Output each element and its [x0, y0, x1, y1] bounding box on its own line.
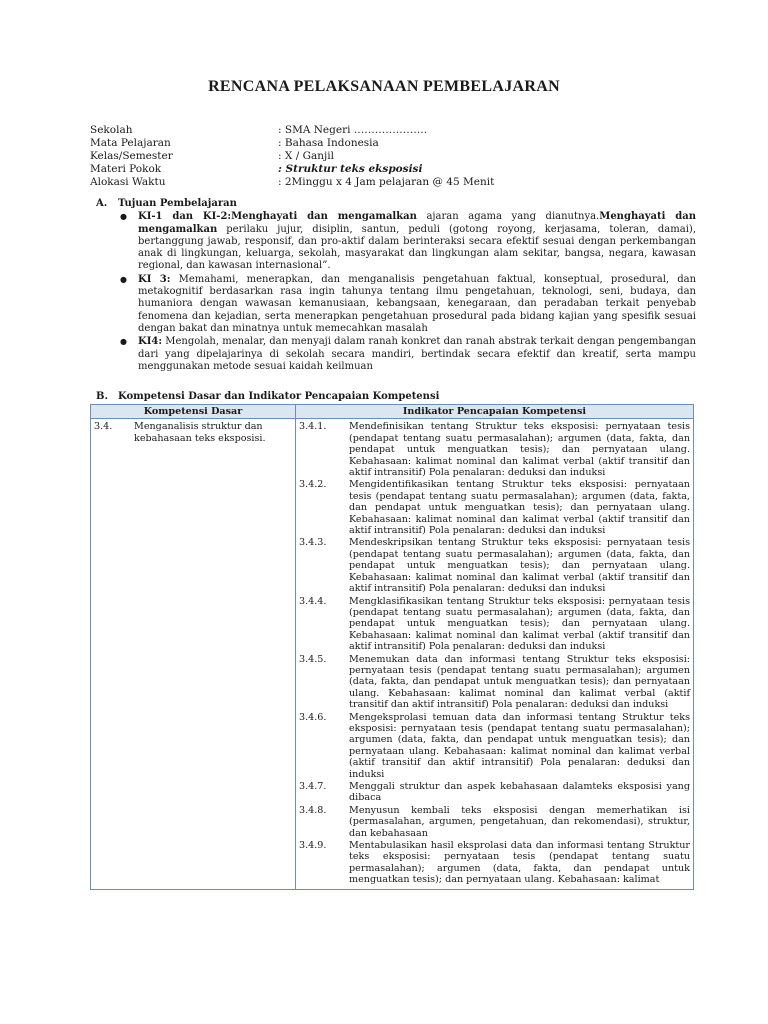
indicator-text: Menemukan data dan informasi tentang Struktur teks eksposisi: pernyataan tesis (pendapat tentang suatu permasalahan); argumen (data, fakta, dan pendapat untuk menguatkan tesis); dan pernyataan ulang. Kebahasaan: kalimat nominal dan kalimat verbal (aktif transitif dan aktif intransitif) Pola penalaran: deduksi dan induksi: [349, 653, 690, 711]
indicator-number: 3.4.6.: [299, 711, 327, 723]
kd-number: 3.4.: [94, 421, 113, 433]
header-indikator: Indikator Pencapaian Kompetensi: [296, 405, 694, 419]
indicator-number: 3.4.1.: [299, 421, 327, 433]
ki-emphasis: Menghayati dan mengamalkan: [138, 211, 696, 235]
section-kompetensi: [96, 391, 696, 402]
indicator-text: Mendefinisikan tentang Struktur teks eksposisi: pernyataan tesis (pendapat tentang suatu permasalahan); argumen (data, fakta, dan pendapat untuk menguatkan tesis); dan pernyataan ulang. Kebahasaan: kalimat nominal dan kalimat verbal (aktif transitif dan aktif intransitif) Pola penalaran: deduksi dan induksi: [349, 421, 690, 479]
info-label: Mata Pelajaran: [90, 137, 171, 149]
info-label: Materi Pokok: [90, 163, 162, 175]
indicator-number: 3.4.5.: [299, 653, 327, 665]
kd-cell: [91, 419, 296, 889]
ki-item: [96, 336, 696, 373]
indicator-text: Mengidentifikasikan tentang Struktur teks eksposisi: pernyataan tesis (pendapat tentang suatu permasalahan); argumen (data, fakta, dan pendapat untuk menguatkan tesis); dan pernyataan ulang. Kebahasaan: kalimat nominal dan kalimat verbal (aktif transitif dan aktif intransitif) Pola penalaran: deduksi dan induksi: [349, 479, 690, 537]
indicator-text: Mendeskripsikan tentang Struktur teks eksposisi: pernyataan tesis (pendapat tentang suatu permasalahan); argumen (data, fakta, dan pendapat untuk menguatkan tesis); dan pernyataan ulang. Kebahasaan: kalimat nominal dan kalimat verbal (aktif transitif dan aktif intransitif) Pola penalaran: deduksi dan induksi: [349, 537, 690, 595]
ki-item: [96, 274, 696, 335]
document-title: RENCANA PELAKSANAAN PEMBELAJARAN: [208, 78, 560, 95]
kompetensi-table: [90, 404, 694, 890]
indicator-item: [299, 654, 690, 711]
section-heading: [96, 198, 696, 210]
section-tujuan: [96, 198, 696, 373]
bullet-icon: ●: [120, 274, 127, 284]
indicator-number: 3.4.4.: [299, 595, 327, 607]
ki-text: Mengolah, menalar, dan menyaji dalam ranah konkret dan ranah abstrak terkait dengan pengembangan dari yang dipelajarinya di sekolah secara mandiri, bertindak secara efektif dan kreatif, serta mampu menggunakan metode sesuai kaidah keilmuan: [138, 336, 696, 372]
indicator-item: [299, 840, 690, 886]
indicator-item: [299, 805, 690, 839]
table-row: [91, 419, 694, 889]
info-label: Alokasi Waktu: [90, 176, 166, 188]
ki-label: KI-1 dan KI-2:Menghayati dan mengamalkan: [138, 211, 417, 223]
indicator-cell: [296, 419, 694, 889]
ki-text: perilaku jujur, disiplin, santun, peduli (gotong royong, kerjasama, toleran, damai), bertanggung jawab, responsif, dan pro-aktif dalam berinteraksi secara efektif sesuai dengan perkembangan anak di lingkungan, keluarga, sekolah, masyarakat dan lingkungan alam sekitar, bangsa, negara, kawasan regional, dan kawasan internasional”.: [138, 223, 696, 272]
indicator-item: [299, 421, 690, 478]
info-label: Kelas/Semester: [90, 150, 173, 162]
ki-text: Memahami, menerapkan, dan menganalisis pengetahuan faktual, konseptual, prosedural, dan metakognitif berdasarkan rasa ingin tahunya tentang ilmu pengetahuan, teknologi, seni, budaya, dan humaniora dengan wawasan kemanusiaan, kebangsaan, kenegaraan, dan peradaban terkait penyebab fenomena dan kejadian, serta menerapkan pengetahuan prosedural pada bidang kajian yang spesifik sesuai dengan bakat dan minatnya untuk memecahkan masalah: [138, 273, 697, 334]
ki-item: [96, 211, 696, 272]
ki-text: ajaran agama yang dianutnya.: [416, 211, 600, 223]
indicator-text: Mengklasifikasikan tentang Struktur teks eksposisi: pernyataan tesis (pendapat tentang suatu permasalahan); argumen (data, fakta, dan pendapat untuk menguatkan tesis); dan pernyataan ulang. Kebahasaan: kalimat nominal dan kalimat verbal (aktif transitif dan aktif intransitif) Pola penalaran: deduksi dan induksi: [349, 595, 690, 653]
indicator-item: [299, 537, 690, 594]
bullet-icon: ●: [120, 337, 127, 347]
indicator-number: 3.4.8.: [299, 804, 327, 816]
header-kompetensi-dasar: Kompetensi Dasar: [91, 405, 296, 419]
info-value: : X / Ganjil: [278, 150, 334, 162]
info-value: : Bahasa Indonesia: [278, 137, 379, 149]
info-row-mata-pelajaran: [90, 137, 690, 150]
indicator-item: [299, 596, 690, 653]
indicator-text: Menggali struktur dan aspek kebahasaan dalamteks eksposisi yang dibaca: [349, 781, 690, 804]
indicator-item: [299, 781, 690, 804]
indicator-text: Menyusun kembali teks eksposisi dengan memerhatikan isi (permasalahan, argumen, pengetahuan, dan rekomendasi), struktur, dan kebahasaan: [349, 804, 690, 839]
ki-list: [96, 211, 696, 373]
ki-label: KI4:: [138, 336, 163, 348]
info-value: : Struktur teks eksposisi: [278, 163, 423, 175]
info-label: Sekolah: [90, 124, 133, 136]
info-block: [90, 124, 690, 189]
section-letter: B.: [96, 391, 108, 402]
info-row-materi-pokok: [90, 163, 690, 176]
indicator-number: 3.4.3.: [299, 537, 327, 549]
table-header-row: [91, 405, 694, 419]
info-value: : 2Minggu x 4 Jam pelajaran @ 45 Menit: [278, 176, 495, 188]
kd-entry: [94, 421, 292, 444]
info-row-kelas-semester: [90, 150, 690, 163]
indicator-number: 3.4.9.: [299, 840, 327, 852]
info-row-sekolah: [90, 124, 690, 137]
section-title: Tujuan Pembelajaran: [118, 198, 237, 209]
kd-text: Menganalisis struktur dan kebahasaan teks eksposisi.: [134, 421, 266, 444]
indicator-number: 3.4.2.: [299, 479, 327, 491]
section-letter: A.: [96, 198, 108, 209]
info-row-alokasi-waktu: [90, 176, 690, 189]
indicator-number: 3.4.7.: [299, 781, 327, 792]
indicator-item: [299, 479, 690, 536]
section-title: Kompetensi Dasar dan Indikator Pencapaian Kompetensi: [118, 391, 440, 402]
bullet-icon: ●: [120, 212, 127, 222]
info-value: : SMA Negeri …………………: [278, 124, 428, 136]
indicator-text: Mentabulasikan hasil eksprolasi data dan informasi tentang Struktur teks eksposisi: pernyataan tesis (pendapat tentang suatu permasalahan); argumen (data, fakta, dan pendapat untuk menguatkan tesis); dan pernyataan ulang. Kebahasaan: kalimat: [349, 840, 690, 886]
ki-label: KI 3:: [138, 273, 171, 285]
indicator-item: [299, 712, 690, 780]
indicator-text: Mengeksprolasi temuan data dan informasi tentang Struktur teks eksposisi: pernyataan tesis (pendapat tentang suatu permasalahan); argumen (data, fakta, dan pendapat untuk menguatkan tesis); dan pernyataan ulang. Kebahasaan: kalimat nominal dan kalimat verbal (aktif transitif dan aktif intransitif) Pola penalaran: deduksi dan induksi: [349, 711, 690, 780]
